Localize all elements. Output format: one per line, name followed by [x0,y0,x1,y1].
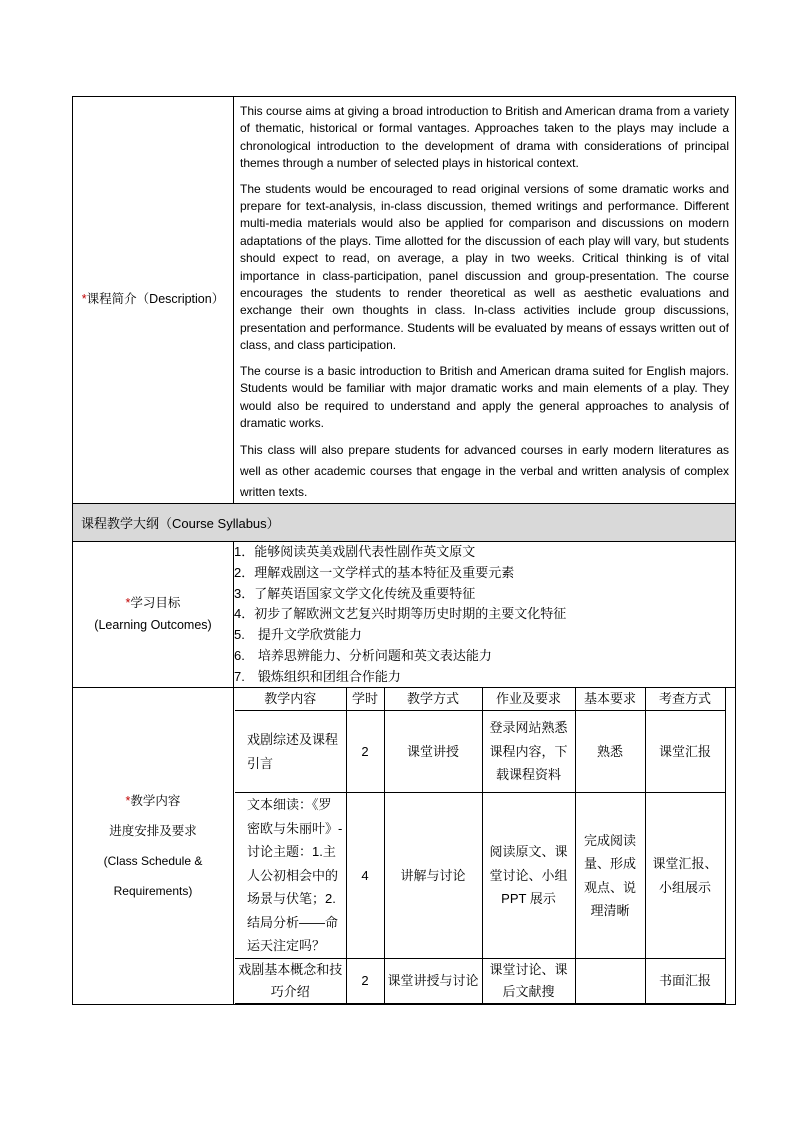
outcomes-label: *学习目标 (Learning Outcomes) [73,542,234,688]
column-header: 作业及要求 [482,688,575,711]
description-content [234,97,736,504]
table-cell: 戏剧基本概念和技巧介绍 [235,959,346,1004]
table-cell: 课堂汇报 [645,711,725,793]
column-header: 基本要求 [575,688,645,711]
outcome-item: 5. 提升文学欣赏能力 [234,627,362,643]
table-cell: 熟悉 [575,711,645,793]
required-marker: * [81,292,87,307]
required-marker: * [125,595,131,610]
outcome-item: 7. 锻炼组织和团组合作能力 [234,668,401,684]
table-row [235,711,725,793]
table-cell: 讲解与讨论 [384,793,482,959]
syllabus-heading: 课程教学大纲（Course Syllabus） [73,504,736,542]
outcomes-list [234,542,736,688]
table-row [235,959,725,1004]
table-cell: 戏剧综述及课程引言 [235,711,346,793]
schedule-table-cell [234,688,736,1005]
table-cell: 4 [346,793,384,959]
column-header: 教学内容 [235,688,346,711]
schedule-label: *教学内容 进度安排及要求 (Class Schedule & Requirements) [73,688,234,1005]
outcome-item: 2．理解戏剧这一文学样式的基本特征及重要元素 [234,565,515,581]
description-paragraph: This class will also prepare students for advanced courses in early modern literatures as well as other academic courses that engage in the verbal and written analysis of complex written texts. [240,443,729,500]
column-header: 教学方式 [384,688,482,711]
description-paragraph: This course aims at giving a broad introduction to British and American drama from a variety of thematic, historical or formal vantages. Approaches taken to the plays may include a chronological introduction to the development of drama with considerations of principal themes through a number of selected plays in historical context. [240,104,729,171]
table-cell: 书面汇报 [645,959,725,1004]
description-label: *课程简介（Description） [73,97,234,504]
table-cell: 课堂讲授与讨论 [384,959,482,1004]
required-marker: * [125,794,131,809]
table-cell: 登录网站熟悉课程内容，下载课程资料 [482,711,575,793]
description-row [73,97,736,504]
table-cell: 阅读原文、课堂讨论、小组 PPT 展示 [482,793,575,959]
outcome-item: 3．了解英语国家文学文化传统及重要特征 [234,585,476,601]
description-paragraph: The course is a basic introduction to British and American drama suited for English majors. Students would be familiar with major dramatic works and main elements of a play. They would also be required to understand and apply the general approaches to analysis of dramatic works. [240,363,729,430]
outcome-item: 1．能够阅读英美戏剧代表性剧作英文原文 [234,544,476,560]
table-row [235,793,725,959]
column-header: 学时 [346,688,384,711]
table-cell [575,959,645,1004]
table-cell: 课堂汇报、小组展示 [645,793,725,959]
table-cell: 课堂讲授 [384,711,482,793]
table-cell: 课堂讨论、课后文献搜 [482,959,575,1004]
outcomes-row [73,542,736,688]
table-cell: 文本细读：《罗密欧与朱丽叶》-讨论主题：1.主人公初相会中的场景与伏笔；2. 结局分析——命运天注定吗？ [235,793,346,959]
schedule-row [73,688,736,1005]
table-cell: 2 [346,711,384,793]
description-paragraph: The students would be encouraged to read original versions of some dramatic works and prepare for text-analysis, in-class discussion, themed writings and performance. Different multi-media materials would also be applied for comparison and discussions on modern adaptations of the plays. Time allotted for the discussion of each play will vary, but students should expect to read, on average, a play in two weeks. Critical thinking is of vital importance in class-participation, panel discussion and group-presentation. The course encourages the students to render theoretical as well as aesthetic evaluations and exchange their own thoughts in class. In-class activities include group discussions, presentation and performance. Students will be evaluated by means of essays written out of class, and class participation. [240,181,729,353]
table-cell: 2 [346,959,384,1004]
syllabus-heading-row [73,504,736,542]
outcome-item: 4．初步了解欧洲文艺复兴时期等历史时期的主要文化特征 [234,606,567,622]
schedule-header-row [235,688,725,711]
column-header: 考查方式 [645,688,725,711]
schedule-table [235,688,726,1004]
course-form-table [72,96,736,1005]
table-cell: 完成阅读量、形成观点、说理清晰 [575,793,645,959]
course-form [72,96,735,1005]
outcome-item: 6. 培养思辨能力、分析问题和英文表达能力 [234,647,492,663]
